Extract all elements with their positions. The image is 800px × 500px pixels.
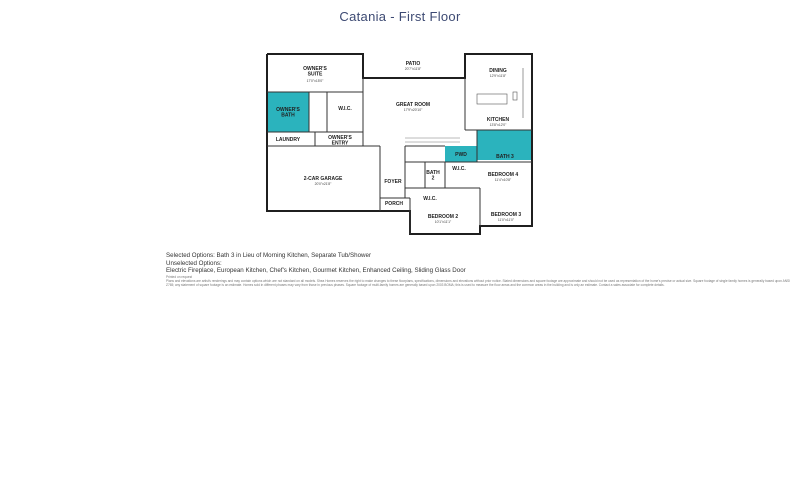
foyer-label: FOYER [384,179,402,185]
wic-bed4-label: W.I.C. [452,166,466,172]
bath3-label: BATH 3 [496,154,514,160]
selected-options: Selected Options: Bath 3 in Lieu of Morning Kitchen, Separate Tub/Shower [166,252,371,259]
owners-bath-label: OWNER'S BATH [276,107,300,119]
bedroom3-label: BEDROOM 3 [490,212,522,218]
owners-entry-label: OWNER'S ENTRY [328,135,352,147]
dining-dim: 12'9"x11'8" [489,74,507,78]
floor-plan [255,48,535,238]
great-room-dim: 17'9"x20'10" [403,108,423,112]
garage-dim: 20'0"x21'8" [314,182,332,186]
great-room-label: GREAT ROOM [395,102,431,108]
stairs-railing [405,138,460,142]
bedroom3-dim: 11'0"x11'0" [497,218,515,222]
patio-label: PATIO [405,61,421,67]
bedroom4-dim: 11'4"x10'8" [494,178,512,182]
laundry-label: LAUNDRY [275,137,301,143]
bedroom2-label: BEDROOM 2 [427,214,459,220]
unselected-options: Electric Fireplace, European Kitchen, Chef's Kitchen, Gourmet Kitchen, Enhanced Ceiling, Sliding Glass Door [166,267,466,275]
bath2-label: BATH 2 [426,170,440,182]
disclaimer-line-1: Plans and elevations are artist's renderings and may contain options which are not standard on all models. Shea Homes reserves the right to make changes to these floorplans, specifications, dimensions and elevations without prior notice. Stated dimensions and square footage are approximate and should not be used as representation of the home's precise or actual size. Square footage of single family homes is generally based upon ANSI [166,278,791,283]
kitchen-dim: 13'8"x12'0" [489,123,507,127]
porch-label: PORCH [384,201,404,207]
owners-suite-dim: 17'0"x15'0" [306,79,324,83]
garage-label: 2-CAR GARAGE [303,176,343,182]
wic-bed2-label: W.I.C. [423,196,437,202]
bedroom2-dim: 10'1"x11'1" [434,220,452,224]
printed-note: Printed on request [166,274,193,279]
pwd-label: PWD [455,152,467,158]
unselected-options-heading: Unselected Options: [166,259,222,267]
plan-title: Catania - First Floor [339,9,461,24]
dining-label: DINING [489,68,507,74]
wic-owner-label: W.I.C. [338,106,352,112]
disclaimer-line-2: Z765; any statement of square footage is an estimate. Homes sold in different phases may vary from those in previous phases. Square footage of multi-family homes are generally based upon 2003 BOMA; this is used to measure the floor areas and the common areas in the building and is only an estimate. Contact a sales associate for complete details. [166,282,665,287]
patio-dim: 20'7"x11'8" [404,67,422,71]
kitchen-label: KITCHEN [486,117,510,123]
owners-suite-label: OWNER'S SUITE [303,66,327,78]
plan-notes [166,252,791,287]
bedroom4-label: BEDROOM 4 [487,172,519,178]
